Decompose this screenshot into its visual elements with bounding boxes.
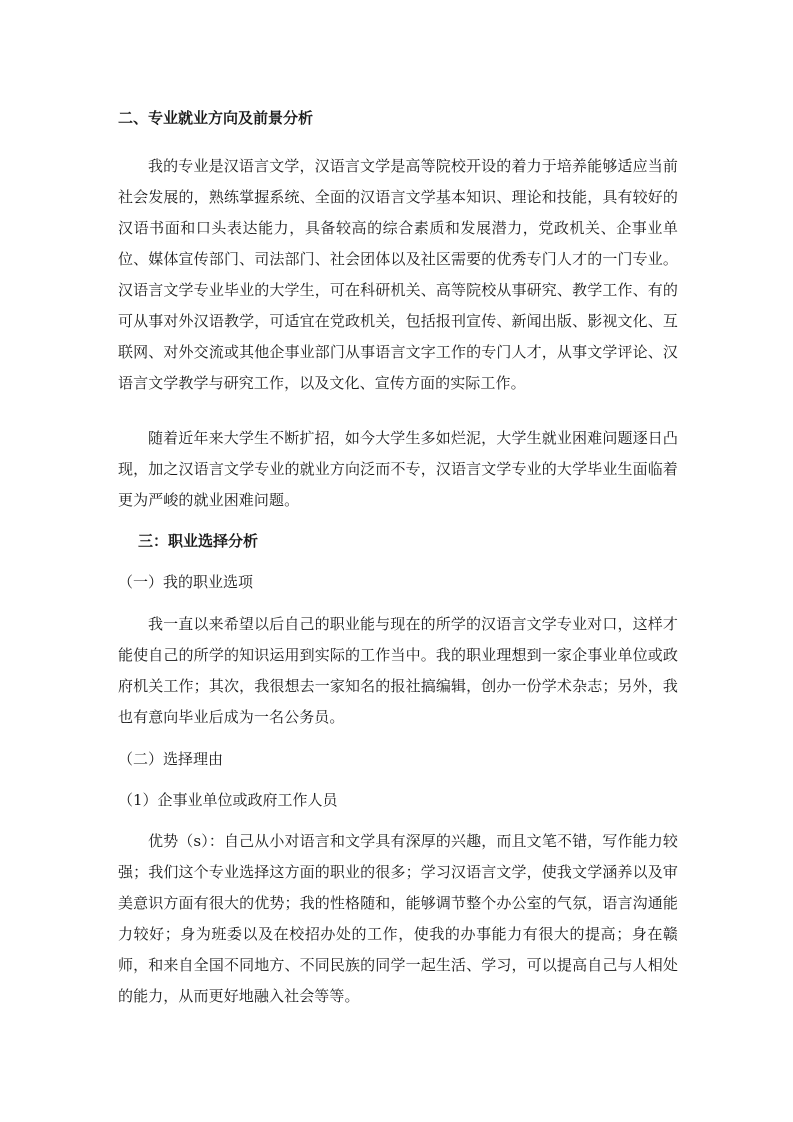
subheading-career-options: （一）我的职业选项 — [118, 573, 254, 591]
section-heading-employment-prospects: 二、专业就业方向及前景分析 — [118, 109, 314, 127]
subheading-choice-reasons: （二）选择理由 — [118, 750, 224, 768]
subheading-enterprise-government: （1）企事业单位或政府工作人员 — [118, 791, 338, 809]
paragraph-career-options: 我一直以来希望以后自己的职业能与现在的所学的汉语言文学专业对口，这样才能使自己的所学的知识运用到实际的工作当中。我的职业理想到一家企事业单位或政府机关工作；其次，我很想去一家知名的报社搞编辑，创办一份学术杂志；另外，我也有意向毕业后成为一名公务员。 — [118, 615, 678, 726]
section-heading-career-choice: 三：职业选择分析 — [138, 532, 259, 550]
paragraph-strengths: 优势（s）：自己从小对语言和文学具有深厚的兴趣，而且文笔不错，写作能力较强；我们这个专业选择这方面的职业的很多；学习汉语言文学，使我文学涵养以及审美意识方面有很大的优势；我的性格随和，能够调节整个办公室的气氛，语言沟通能力较好；身为班委以及在校招办处的工作，使我的办事能力有很大的提高；身在赣师，和来自全国不同地方、不同民族的同学一起生活、学习，可以提高自己与人相处的能力，从而更好地融入社会等等。 — [118, 832, 678, 1005]
paragraph-major-description: 我的专业是汉语言文学，汉语言文学是高等院校开设的着力于培养能够适应当前社会发展的，熟练掌握系统、全面的汉语言文学基本知识、理论和技能，具有较好的汉语书面和口头表达能力，具备较高的综合素质和发展潜力，党政机关、企事业单位、媒体宣传部门、司法部门、社会团体以及社区需要的优秀专门人才的一门专业。汉语言文学专业毕业的大学生，可在科研机关、高等院校从事研究、教学工作、有的可从事对外汉语教学，可适宜在党政机关，包括报刊宣传、新闻出版、影视文化、互联网、对外交流或其他企事业部门从事语言文字工作的专门人才，从事文学评论、汉语言文学教学与研究工作，以及文化、宣传方面的实际工作。 — [118, 157, 678, 392]
paragraph-employment-difficulty: 随着近年来大学生不断扩招，如今大学生多如烂泥，大学生就业困难问题逐日凸现，加之汉语言文学专业的就业方向泛而不专，汉语言文学专业的大学毕业生面临着更为严峻的就业困难问题。 — [118, 429, 678, 509]
